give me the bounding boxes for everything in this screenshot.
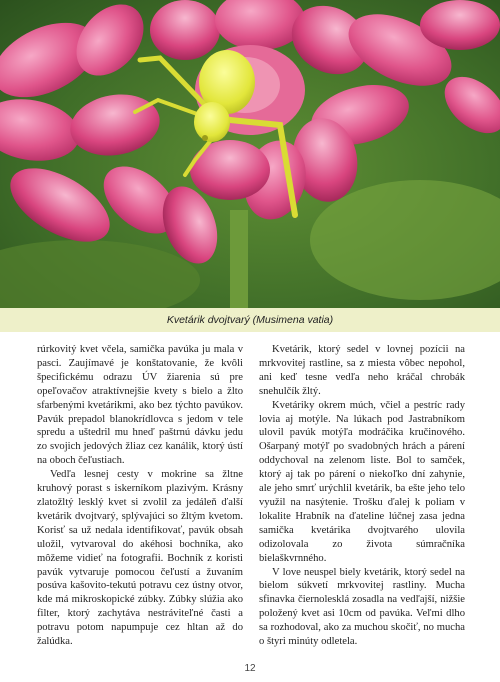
- paragraph: rúrkovitý kvet včela, samička pavúka ju mala v pasci. Zaujímavé je konštatovanie, že kvôli špecifickému odrazu ÚV žiarenia sú pre opeľovačov atraktívnejšie kvety s bielo a žlto sfarbenými kvetárikmi, ako bez týchto pavúkov. Pavúk prepadol blanokrídlovca s jedom v tele spredu a uštedril mu hneď paštrnú dávku jedu zo svojich jedových žliaz cez kanálik, ktorý ústí na oboch čeľustiach.: [37, 344, 243, 467]
- paragraph: Vedľa lesnej cesty v mokrine sa žltne kruhový porast s iskerníkom plazivým. Krásny zlatožltý lesklý kvet si zvolil za jedáleň ďalší kvetárik dvojtvarý, splývajúci so žltým kvetom. Korisť sa už nedala identifikovať, pavúk obsah uložil, vytvaroval do akéhosi bochníka, ako môžeme vidieť na fotografii. Bochník z koristi pavúk vytvaruje pomocou čeľustí a žuvaním posúva kašovito-tekutú potravu cez ústny otvor, kde má mikroskopické zúbky. Zúbky slúžia ako filter, ktorý zachytáva nestráviteľné časti a potravu potom napumpuje cez hltan až do žalúdka.: [37, 469, 243, 648]
- right-column: [259, 343, 465, 649]
- paragraph: Kvetárik, ktorý sedel v lovnej pozícii na mrkvovitej rastline, sa z miesta vôbec nepohol, ani keď tesne vedľa neho kráčal chrobák snehulčík žltý.: [259, 344, 465, 397]
- article-body: [37, 343, 465, 649]
- flower-spider-illustration: [0, 0, 500, 308]
- paragraph: V love neuspel biely kvetárik, ktorý sedel na bielom súkvetí mrkvovitej rastliny. Mucha sfinavka čiernolesklá zosadla na vedľajší, nižšie položený kvet asi 10cm od pavúka. Veľmi dlho sa rozhodoval, ako za muchou skočiť, no mucha o štyri minúty odletela.: [259, 566, 465, 648]
- caption-text: Kvetárik dvojtvarý (Musimena vatia): [166, 314, 334, 326]
- photo-caption: [0, 308, 500, 332]
- paragraph: Kvetáriky okrem múch, včiel a pestríc rady lovia aj motýle. Na lúkach pod Jastrabníkom ulovil pavúk motýľa modráčika kručinového. Ošarpaný motýľ po svadobných hrách a párení oddychoval na zelenom liste. Bol to samček, ktorý aj tak po párení o niekoľko dní zahynie, ale jeho smrť urýchlil kvetárik, ba ešte jeho telo využil na nasýtenie. Trošku ďalej k poliam v lokalite Hrabník na ďateline lúčnej zasa jedna samička kvetárika dvojtvarého ulovila odizolovala zo života súmračníka bielaškvrnného.: [259, 399, 465, 564]
- left-column: [37, 343, 243, 649]
- page-number: 12: [244, 663, 256, 674]
- cover-photo: [0, 0, 500, 308]
